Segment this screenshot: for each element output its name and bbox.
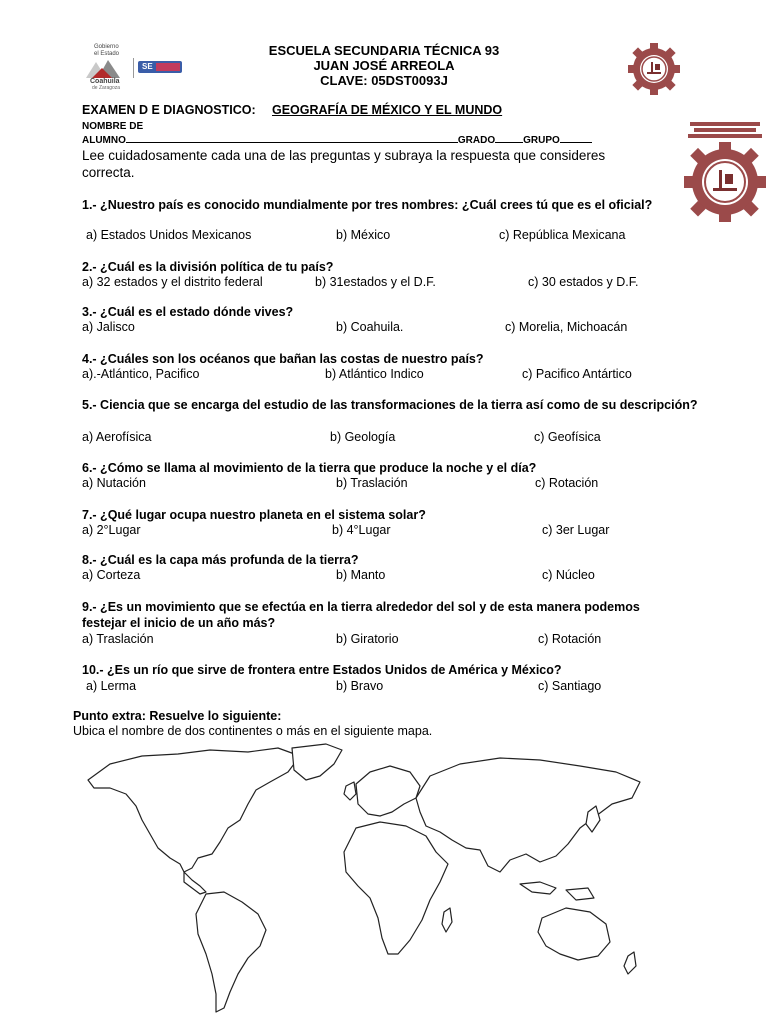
uk-shape: [344, 782, 356, 800]
school-patron: JUAN JOSÉ ARREOLA: [313, 58, 455, 73]
logo-line1: Gobierno: [94, 44, 119, 50]
exam-title-subject: GEOGRAFÍA DE MÉXICO Y EL MUNDO: [272, 103, 503, 117]
q3-option-a[interactable]: a) Jalisco: [82, 320, 135, 334]
q2-option-a[interactable]: a) 32 estados y el distrito federal: [82, 275, 263, 289]
continent-south-america-shape: [196, 892, 266, 1012]
extra-title: Punto extra: Resuelve lo siguiente:: [73, 709, 282, 723]
student-info-row: [82, 132, 592, 146]
q1-option-a[interactable]: a) Estados Unidos Mexicanos: [86, 228, 252, 242]
se-badge-label: SE: [142, 62, 153, 71]
q9-option-a[interactable]: a) Traslación: [82, 632, 154, 646]
q5-option-c[interactable]: c) Geofísica: [534, 430, 601, 444]
q10-option-a[interactable]: a) Lerma: [86, 679, 137, 693]
question-9-text: 9.- ¿Es un movimiento que se efectúa en la tierra alrededor del sol y de esta manera podemos festejar el inicio de un año más?: [82, 600, 640, 630]
q2-option-b[interactable]: b) 31estados y el D.F.: [315, 275, 436, 289]
alumno-name-field[interactable]: [126, 132, 458, 143]
q7-option-b[interactable]: b) 4°Lugar: [332, 523, 391, 537]
q4-option-b[interactable]: b) Atlántico Indico: [325, 367, 424, 381]
q1-option-b[interactable]: b) México: [336, 228, 391, 242]
q9-option-c[interactable]: c) Rotación: [538, 632, 602, 646]
new-zealand-shape: [624, 952, 636, 974]
q6-option-b[interactable]: b) Traslación: [336, 476, 408, 490]
q8-option-a[interactable]: a) Corteza: [82, 568, 141, 582]
q8-option-b[interactable]: b) Manto: [336, 568, 386, 582]
question-5-text: 5.- Ciencia que se encarga del estudio de las transformaciones de la tierra así como de su descripción?: [82, 398, 698, 412]
continent-central-america-shape: [184, 872, 206, 894]
school-gear-seal-icon: [627, 42, 681, 96]
q5-option-b[interactable]: b) Geología: [330, 430, 396, 444]
q7-option-c[interactable]: c) 3er Lugar: [542, 523, 610, 537]
question-7-text: 7.- ¿Qué lugar ocupa nuestro planeta en el sistema solar?: [82, 508, 426, 522]
logo-line2: el Estado: [94, 51, 120, 57]
q5-option-a[interactable]: a) Aerofísica: [82, 430, 152, 444]
alumno-label: ALUMNO: [82, 135, 126, 146]
question-8-text: 8.- ¿Cuál es la capa más profunda de la tierra?: [82, 553, 359, 567]
continent-africa-shape: [344, 822, 448, 954]
school-name: ESCUELA SECUNDARIA TÉCNICA 93: [268, 43, 500, 58]
large-gear-seal-icon: [680, 122, 768, 222]
q3-option-c[interactable]: c) Morelia, Michoacán: [505, 320, 628, 334]
grupo-label: GRUPO: [523, 135, 560, 146]
grado-label: GRADO: [457, 135, 496, 146]
q6-option-c[interactable]: c) Rotación: [535, 476, 599, 490]
q10-option-c[interactable]: c) Santiago: [538, 679, 602, 693]
indonesia-shape: [520, 882, 556, 894]
instructions: Lee cuidadosamente cada una de las preguntas y subraya la respuesta que consideres correcta.: [82, 148, 606, 180]
extra-instruction: Ubica el nombre de dos continentes o más en el siguiente mapa.: [73, 724, 433, 738]
continent-north-america-shape: [88, 748, 300, 872]
continent-asia-shape: [416, 758, 640, 872]
grupo-field[interactable]: [560, 132, 592, 143]
q6-option-a[interactable]: a) Nutación: [82, 476, 146, 490]
question-3-text: 3.- ¿Cuál es el estado dónde vives?: [82, 305, 294, 319]
q10-option-b[interactable]: b) Bravo: [336, 679, 384, 693]
school-clave: CLAVE: 05DST0093J: [320, 73, 448, 88]
q3-option-b[interactable]: b) Coahuila.: [336, 320, 404, 334]
exam-title-prefix: EXAMEN D E DIAGNOSTICO:: [82, 103, 256, 117]
q9-option-b[interactable]: b) Giratorio: [336, 632, 399, 646]
q4-option-a[interactable]: a).-Atlántico, Pacifico: [82, 367, 200, 381]
nombre-label: NOMBRE DE: [82, 121, 144, 132]
madagascar-shape: [442, 908, 452, 932]
q4-option-c[interactable]: c) Pacifico Antártico: [522, 367, 632, 381]
new-guinea-shape: [566, 888, 594, 900]
question-1-text: 1.- ¿Nuestro país es conocido mundialmente por tres nombres: ¿Cuál crees tú que es el oficial?: [82, 198, 653, 212]
greenland-shape: [292, 744, 342, 780]
q1-option-c[interactable]: c) República Mexicana: [499, 228, 626, 242]
continent-europe-shape: [356, 766, 420, 816]
question-2-text: 2.- ¿Cuál es la división política de tu país?: [82, 260, 334, 274]
q7-option-a[interactable]: a) 2°Lugar: [82, 523, 141, 537]
question-10-text: 10.- ¿Es un río que sirve de frontera entre Estados Unidos de América y México?: [82, 663, 562, 677]
logo-brand: Coahuila: [90, 78, 120, 85]
q2-option-c[interactable]: c) 30 estados y D.F.: [528, 275, 639, 289]
continent-australia-shape: [538, 908, 610, 960]
question-4-text: 4.- ¿Cuáles son los océanos que bañan las costas de nuestro país?: [82, 352, 484, 366]
world-map-outline[interactable]: [80, 742, 650, 1018]
grado-field[interactable]: [495, 132, 523, 143]
logo-brand-sub: de Zaragoza: [92, 85, 121, 91]
q8-option-c[interactable]: c) Núcleo: [542, 568, 595, 582]
question-6-text: 6.- ¿Cómo se llama al movimiento de la tierra que produce la noche y el día?: [82, 461, 537, 475]
